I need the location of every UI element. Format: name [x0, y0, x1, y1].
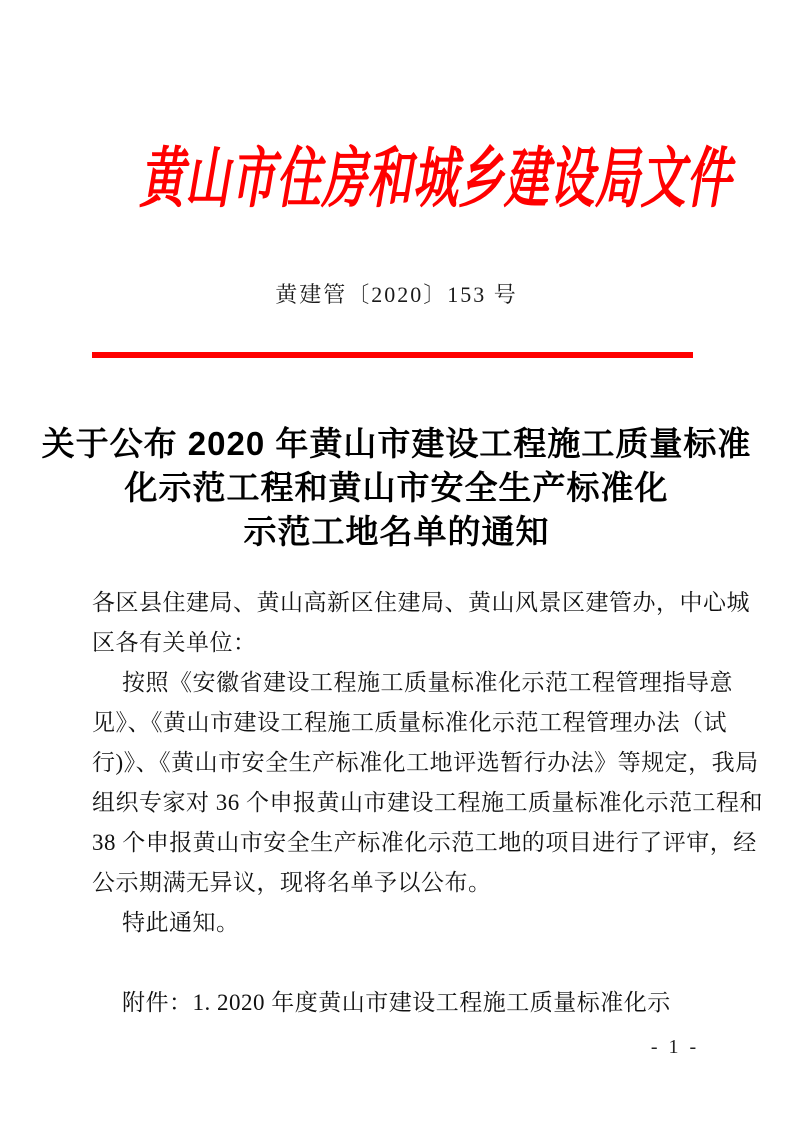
red-separator-line [92, 352, 693, 358]
body-line: 组织专家对 36 个申报黄山市建设工程施工质量标准化示范工程和 [92, 790, 763, 815]
body-line: 公示期满无异议，现将名单予以公布。 [92, 870, 492, 895]
body-text [92, 583, 763, 1023]
agency-letterhead-text: 黄山市住房和城乡建设局文件 [139, 143, 732, 216]
page-number: - 1 - [650, 1036, 700, 1058]
body-line: 38 个申报黄山市安全生产标准化示范工地的项目进行了评审，经 [92, 830, 757, 855]
document-number: 黄建管〔2020〕153 号 [275, 282, 518, 307]
notice-title [40, 422, 753, 554]
body-line: 各区县住建局、黄山高新区住建局、黄山风景区建管办，中心城 [92, 590, 750, 615]
body-blank-line [92, 943, 742, 983]
notice-title-line: 化示范工程和黄山市安全生产标准化 [124, 469, 669, 506]
body-line: 行)》、《黄山市安全生产标准化工地评选暂行办法》等规定，我局 [92, 750, 759, 775]
body-line: 见》、《黄山市建设工程施工质量标准化示范工程管理办法（试 [92, 710, 727, 735]
body-line: 特此通知。 [122, 910, 240, 935]
body-line: 附件：1. 2020 年度黄山市建设工程施工质量标准化示 [122, 990, 671, 1015]
notice-title-line: 示范工地名单的通知 [243, 513, 550, 550]
agency-letterhead [0, 134, 793, 226]
body-line: 按照《安徽省建设工程施工质量标准化示范工程管理指导意 [122, 670, 733, 695]
body-line: 区各有关单位： [92, 630, 257, 655]
notice-title-line: 关于公布 2020 年黄山市建设工程施工质量标准 [41, 425, 752, 462]
